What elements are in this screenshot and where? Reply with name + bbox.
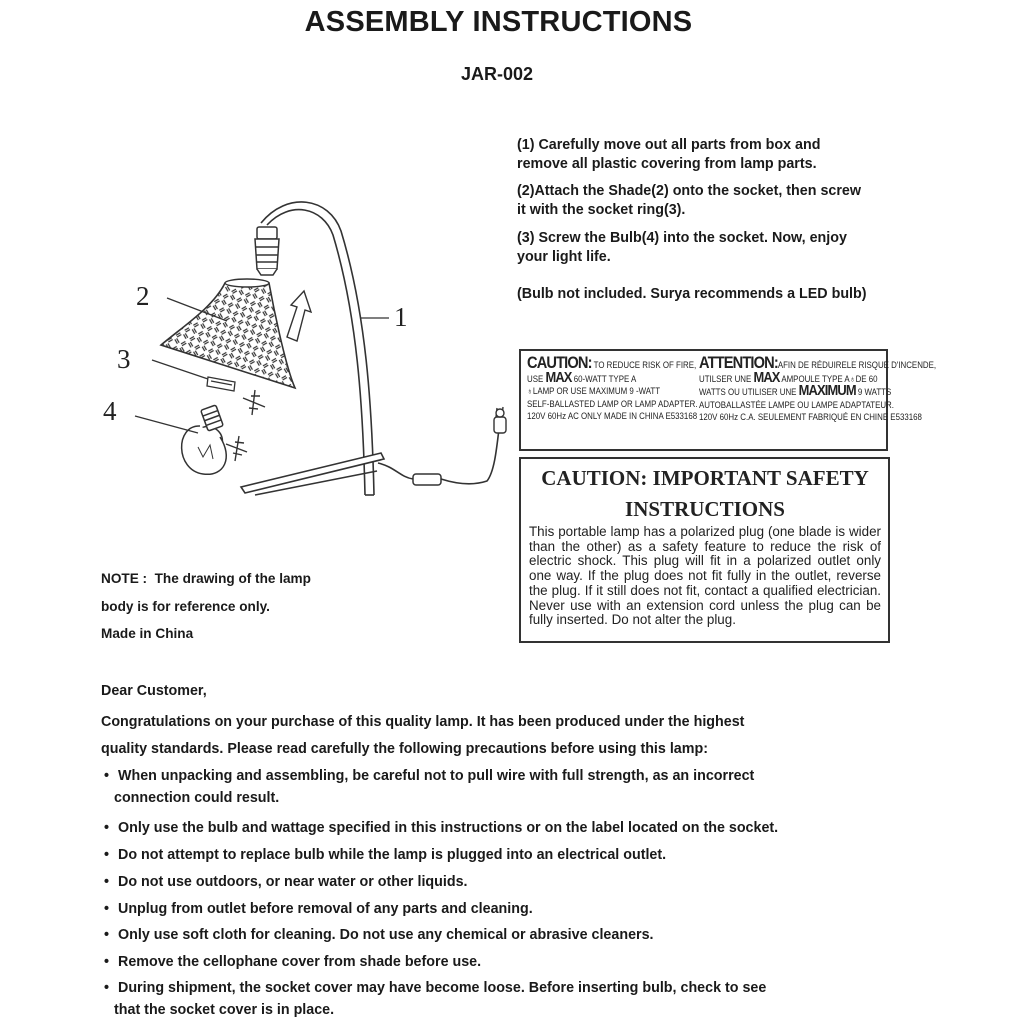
assembly-step-2 bbox=[517, 182, 897, 220]
precaution-text: connection could result. bbox=[114, 790, 280, 806]
intro-line: Congratulations on your purchase of this quality lamp. It has been produced under the highest bbox=[101, 714, 745, 730]
warning-text: TO REDUCE RISK OF FIRE, bbox=[593, 360, 697, 370]
callout-2: 2 bbox=[136, 281, 150, 311]
direction-arrow-icon bbox=[287, 291, 311, 341]
step-text-line: your light life. bbox=[517, 249, 611, 265]
precaution-item bbox=[104, 977, 824, 1021]
intro-line: quality standards. Please read carefully the following precautions before using this lamp: bbox=[101, 741, 708, 757]
note-line: NOTE : The drawing of the lamp bbox=[101, 571, 311, 586]
precaution-text: During shipment, the socket cover may have become loose. Before inserting bulb, check to see bbox=[118, 980, 767, 996]
precaution-text: Do not use outdoors, or near water or other liquids. bbox=[118, 874, 468, 890]
document-title: ASSEMBLY INSTRUCTIONS bbox=[304, 6, 693, 38]
precaution-text: Only use soft cloth for cleaning. Do not use any chemical or abrasive cleaners. bbox=[118, 927, 654, 943]
bullet-icon: • bbox=[104, 847, 110, 863]
precaution-item bbox=[104, 898, 824, 920]
warning-text: USE bbox=[527, 373, 544, 384]
warning-text: 60-WATT TYPE A bbox=[573, 373, 637, 384]
bulb-icon bbox=[182, 405, 227, 474]
step-text-line: (3) Screw the Bulb(4) into the socket. Now, enjoy bbox=[517, 230, 847, 246]
callout-1: 1 bbox=[394, 302, 408, 332]
bulb-note: (Bulb not included. Surya recommends a LED bulb) bbox=[517, 286, 867, 302]
note-line: body is for reference only. bbox=[101, 599, 270, 614]
precaution-item bbox=[104, 765, 824, 809]
step-text-line: remove all plastic covering from lamp parts. bbox=[517, 156, 817, 172]
assembly-step-3 bbox=[517, 229, 897, 267]
warning-text: 9 WATTS bbox=[857, 387, 892, 397]
precaution-text: Remove the cellophane cover from shade before use. bbox=[118, 954, 482, 970]
wattage-warning-label bbox=[519, 349, 937, 451]
woven-shade bbox=[161, 279, 295, 388]
warning-text: UTILSER UNE bbox=[699, 373, 752, 384]
plug-icon bbox=[494, 407, 506, 433]
warning-text: AMPOULE TYPE A bbox=[781, 373, 850, 384]
bulb-symbol-icon: ♁ bbox=[849, 373, 856, 384]
warning-text: 120V 60Hz C.A. SEULEMENT FABRIQUÉ EN CHINE E533168 bbox=[699, 412, 922, 422]
bullet-icon: • bbox=[104, 927, 110, 943]
callout-3: 3 bbox=[117, 344, 131, 374]
assembly-step-1 bbox=[517, 136, 897, 174]
intro-paragraph bbox=[101, 709, 801, 763]
greeting: Dear Customer, bbox=[101, 683, 207, 699]
warning-text: DE 60 bbox=[855, 373, 878, 384]
warning-text: WATTS OU UTILISER UNE bbox=[699, 387, 797, 397]
warning-label-english bbox=[527, 353, 698, 423]
bullet-icon: • bbox=[104, 820, 110, 836]
precaution-text: When unpacking and assembling, be careful not to pull wire with full strength, as an incorrect bbox=[118, 768, 755, 784]
model-number: JAR-002 bbox=[460, 64, 534, 84]
safety-body-text: This portable lamp has a polarized plug (one blade is wider than the other) as a safety feature to reduce the risk of electric shock. This plug will fit in a polarized outlet only one way. If the plug does not fit fully in the outlet, reverse the plug. If it still does not fit, contact a qualified electrician. Never use with an extension cord unless the plug can be fully inserted. Do not alter the plug. bbox=[529, 524, 881, 628]
attention-word: ATTENTION: bbox=[699, 353, 778, 372]
step-text-line: (1) Carefully move out all parts from box and bbox=[517, 137, 821, 153]
precaution-text: Unplug from outlet before removal of any parts and cleaning. bbox=[118, 901, 533, 917]
warning-text: AUTOBALLASTÉE LAMPE OU LAMPE ADAPTATEUR. bbox=[699, 399, 894, 410]
precaution-item bbox=[104, 924, 824, 946]
lamp-exploded-diagram bbox=[95, 195, 525, 510]
max-word: MAX bbox=[545, 368, 572, 386]
bulb-symbol-icon: ♁ bbox=[527, 386, 533, 396]
precaution-item bbox=[104, 951, 824, 973]
safety-title-line: INSTRUCTIONS bbox=[625, 497, 785, 521]
precaution-text: Only use the bulb and wattage specified in this instructions or on the label located on the socket. bbox=[118, 820, 779, 836]
warning-text: 120V 60Hz AC ONLY MADE IN CHINA E533168 bbox=[527, 411, 698, 421]
bullet-icon: • bbox=[104, 901, 110, 917]
socket-icon bbox=[255, 227, 279, 275]
precaution-item bbox=[104, 844, 824, 866]
precaution-text: Do not attempt to replace bulb while the lamp is plugged into an electrical outlet. bbox=[118, 847, 667, 863]
warning-text: SELF-BALLASTED LAMP OR LAMP ADAPTER. bbox=[527, 398, 698, 409]
bullet-icon: • bbox=[104, 874, 110, 890]
safety-title bbox=[529, 463, 881, 525]
precaution-item bbox=[104, 817, 824, 839]
maximum-word: MAXIMUM bbox=[798, 382, 856, 399]
step-text-line: it with the socket ring(3). bbox=[517, 202, 686, 218]
bullet-icon: • bbox=[104, 954, 110, 970]
warning-text: AFIN DE RÉDUIRELE RISQUE D'INCENDE, bbox=[777, 360, 937, 370]
precaution-item bbox=[104, 871, 824, 893]
lamp-base bbox=[241, 453, 384, 495]
precaution-text: that the socket cover is in place. bbox=[114, 1002, 335, 1018]
step-text-line: (2)Attach the Shade(2) onto the socket, then screw bbox=[517, 183, 861, 199]
made-in-label: Made in China bbox=[101, 626, 194, 641]
socket-ring-icon bbox=[207, 377, 235, 391]
bullet-icon: • bbox=[104, 980, 110, 996]
max-word: MAX bbox=[753, 368, 780, 386]
arrow-mark-icon bbox=[226, 390, 265, 461]
warning-text: LAMP OR USE MAXIMUM 9 -WATT bbox=[532, 386, 661, 396]
inline-switch-icon bbox=[413, 474, 441, 485]
bullet-icon: • bbox=[104, 768, 110, 784]
safety-instructions-box bbox=[519, 457, 890, 643]
warning-label-french bbox=[699, 353, 937, 424]
caution-word: CAUTION: bbox=[527, 353, 592, 372]
callout-4: 4 bbox=[103, 396, 117, 426]
safety-title-line: CAUTION: IMPORTANT SAFETY bbox=[541, 466, 869, 490]
